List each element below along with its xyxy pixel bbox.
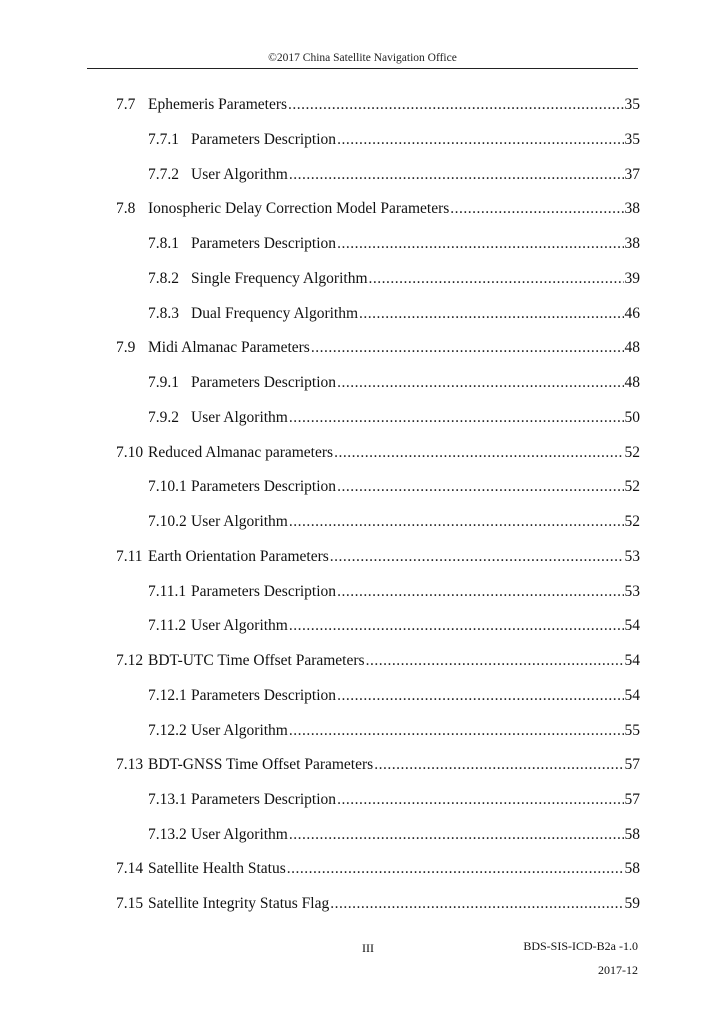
toc-entry-title: Parameters Description bbox=[191, 583, 337, 600]
toc-entry[interactable] bbox=[148, 580, 640, 604]
toc-entry-page: 59 bbox=[624, 895, 640, 912]
toc-leader bbox=[289, 163, 624, 187]
toc-entry-title: Ionospheric Delay Correction Model Parameters bbox=[148, 200, 450, 217]
toc-leader bbox=[337, 475, 623, 499]
toc-entry-title: User Algorithm bbox=[191, 409, 288, 426]
toc-entry-title: Satellite Integrity Status Flag bbox=[148, 895, 330, 912]
toc-entry-title: Reduced Almanac parameters bbox=[148, 444, 334, 461]
toc-entry-page: 35 bbox=[624, 131, 640, 148]
toc-entry[interactable] bbox=[148, 475, 640, 499]
toc-entry-page: 52 bbox=[624, 478, 640, 495]
toc-entry-page: 52 bbox=[624, 444, 640, 461]
toc-leader bbox=[337, 684, 623, 708]
toc-leader bbox=[330, 892, 623, 916]
toc-entry[interactable] bbox=[148, 510, 640, 534]
page-header: ©2017 China Satellite Navigation Office bbox=[268, 52, 457, 64]
document-id: BDS-SIS-ICD-B2a -1.0 bbox=[523, 939, 638, 953]
toc-entry-number: 7.11.1 bbox=[148, 583, 187, 600]
toc-entry-number: 7.9.2 bbox=[148, 409, 179, 426]
toc-entry-title: BDT-GNSS Time Offset Parameters bbox=[148, 756, 374, 773]
toc-entry-number: 7.8.3 bbox=[148, 305, 179, 322]
toc-entry[interactable] bbox=[148, 719, 640, 743]
toc-entry-number: 7.13.1 bbox=[148, 791, 187, 808]
toc-entry-number: 7.11.2 bbox=[148, 617, 187, 634]
toc-entry-page: 53 bbox=[624, 583, 640, 600]
toc-entry[interactable] bbox=[148, 614, 640, 638]
toc-entry-title: Single Frequency Algorithm bbox=[191, 270, 368, 287]
page-number: III bbox=[362, 941, 374, 955]
toc-entry-page: 58 bbox=[624, 860, 640, 877]
toc-leader bbox=[337, 128, 623, 152]
toc-leader bbox=[334, 441, 623, 465]
toc-entry[interactable] bbox=[116, 441, 640, 465]
toc-leader bbox=[330, 545, 624, 569]
toc-entry-number: 7.12 bbox=[116, 652, 144, 669]
toc-entry-page: 55 bbox=[624, 722, 640, 739]
toc-entry-number: 7.15 bbox=[116, 895, 144, 912]
toc-entry-page: 38 bbox=[624, 235, 640, 252]
toc-entry-title: Parameters Description bbox=[191, 131, 337, 148]
toc-leader bbox=[287, 857, 624, 881]
toc-entry-page: 54 bbox=[624, 687, 640, 704]
toc-entry-page: 53 bbox=[624, 548, 640, 565]
toc-entry-number: 7.10 bbox=[116, 444, 144, 461]
toc-leader bbox=[337, 580, 623, 604]
toc-entry-page: 38 bbox=[624, 200, 640, 217]
toc-leader bbox=[311, 336, 624, 360]
toc-leader bbox=[374, 753, 623, 777]
toc-entry[interactable] bbox=[148, 788, 640, 812]
toc-entry[interactable] bbox=[148, 128, 640, 152]
toc-entry-title: Ephemeris Parameters bbox=[148, 96, 288, 113]
toc-entry-title: Parameters Description bbox=[191, 235, 337, 252]
toc-leader bbox=[289, 406, 624, 430]
toc-entry-number: 7.9.1 bbox=[148, 374, 179, 391]
toc-entry-title: Midi Almanac Parameters bbox=[148, 339, 310, 356]
toc-leader bbox=[337, 371, 623, 395]
toc-entry-number: 7.8.1 bbox=[148, 235, 179, 252]
toc-entry-number: 7.7.2 bbox=[148, 166, 179, 183]
toc-entry-page: 50 bbox=[624, 409, 640, 426]
toc-entry-number: 7.10.2 bbox=[148, 513, 187, 530]
toc-entry[interactable] bbox=[116, 649, 640, 673]
toc-entry-page: 46 bbox=[624, 305, 640, 322]
toc-entry-number: 7.7.1 bbox=[148, 131, 179, 148]
toc-entry-title: User Algorithm bbox=[191, 826, 288, 843]
toc-entry[interactable] bbox=[148, 823, 640, 847]
toc-entry-page: 57 bbox=[624, 791, 640, 808]
toc-entry-page: 39 bbox=[624, 270, 640, 287]
toc-entry-title: Parameters Description bbox=[191, 791, 337, 808]
toc-entry[interactable] bbox=[148, 371, 640, 395]
toc-entry-page: 37 bbox=[624, 166, 640, 183]
toc-entry-page: 48 bbox=[624, 374, 640, 391]
toc-entry[interactable] bbox=[116, 857, 640, 881]
toc-leader bbox=[289, 510, 624, 534]
toc-entry-number: 7.9 bbox=[116, 339, 136, 356]
toc-entry-number: 7.10.1 bbox=[148, 478, 187, 495]
toc-entry[interactable] bbox=[116, 336, 640, 360]
toc-leader bbox=[289, 823, 624, 847]
toc-entry-number: 7.8 bbox=[116, 200, 136, 217]
toc-leader bbox=[369, 267, 624, 291]
toc-entry[interactable] bbox=[148, 267, 640, 291]
toc-entry-number: 7.12.2 bbox=[148, 722, 187, 739]
toc-entry-title: Parameters Description bbox=[191, 478, 337, 495]
toc-entry[interactable] bbox=[116, 197, 640, 221]
toc-entry[interactable] bbox=[148, 302, 640, 326]
toc-entry[interactable] bbox=[116, 545, 640, 569]
toc-leader bbox=[366, 649, 624, 673]
toc-leader bbox=[289, 614, 624, 638]
toc-entry-title: BDT-UTC Time Offset Parameters bbox=[148, 652, 365, 669]
toc-leader bbox=[288, 93, 623, 117]
toc-entry-number: 7.12.1 bbox=[148, 687, 187, 704]
header-divider bbox=[87, 68, 638, 69]
toc-entry-page: 58 bbox=[624, 826, 640, 843]
toc-entry-page: 57 bbox=[624, 756, 640, 773]
toc-entry-page: 35 bbox=[624, 96, 640, 113]
toc-entry-number: 7.7 bbox=[116, 96, 136, 113]
toc-leader bbox=[337, 788, 623, 812]
toc-leader bbox=[337, 232, 623, 256]
toc-entry-page: 54 bbox=[624, 617, 640, 634]
toc-entry-title: User Algorithm bbox=[191, 722, 288, 739]
toc-leader bbox=[359, 302, 623, 326]
toc-entry-number: 7.11 bbox=[116, 548, 143, 565]
toc-entry-title: Parameters Description bbox=[191, 687, 337, 704]
toc-entry[interactable] bbox=[116, 892, 640, 916]
toc-entry-number: 7.13.2 bbox=[148, 826, 187, 843]
toc-entry-page: 48 bbox=[624, 339, 640, 356]
toc-entry-number: 7.14 bbox=[116, 860, 144, 877]
toc-entry[interactable] bbox=[116, 753, 640, 777]
toc-entry-title: User Algorithm bbox=[191, 166, 288, 183]
toc-entry[interactable] bbox=[148, 406, 640, 430]
toc-entry-page: 52 bbox=[624, 513, 640, 530]
toc-leader bbox=[450, 197, 623, 221]
toc-entry-title: Dual Frequency Algorithm bbox=[191, 305, 359, 322]
toc-entry-title: Parameters Description bbox=[191, 374, 337, 391]
toc-leader bbox=[289, 719, 624, 743]
toc-entry-number: 7.13 bbox=[116, 756, 144, 773]
toc-entry[interactable] bbox=[148, 163, 640, 187]
toc-entry-title: Satellite Health Status bbox=[148, 860, 286, 877]
toc-entry[interactable] bbox=[148, 684, 640, 708]
document-date: 2017-12 bbox=[598, 963, 638, 977]
toc-entry-title: Earth Orientation Parameters bbox=[148, 548, 329, 565]
toc-entry-number: 7.8.2 bbox=[148, 270, 179, 287]
toc-entry[interactable] bbox=[148, 232, 640, 256]
toc-entry[interactable] bbox=[116, 93, 640, 117]
toc-entry-page: 54 bbox=[624, 652, 640, 669]
toc-entry-title: User Algorithm bbox=[191, 617, 288, 634]
toc-entry-title: User Algorithm bbox=[191, 513, 288, 530]
